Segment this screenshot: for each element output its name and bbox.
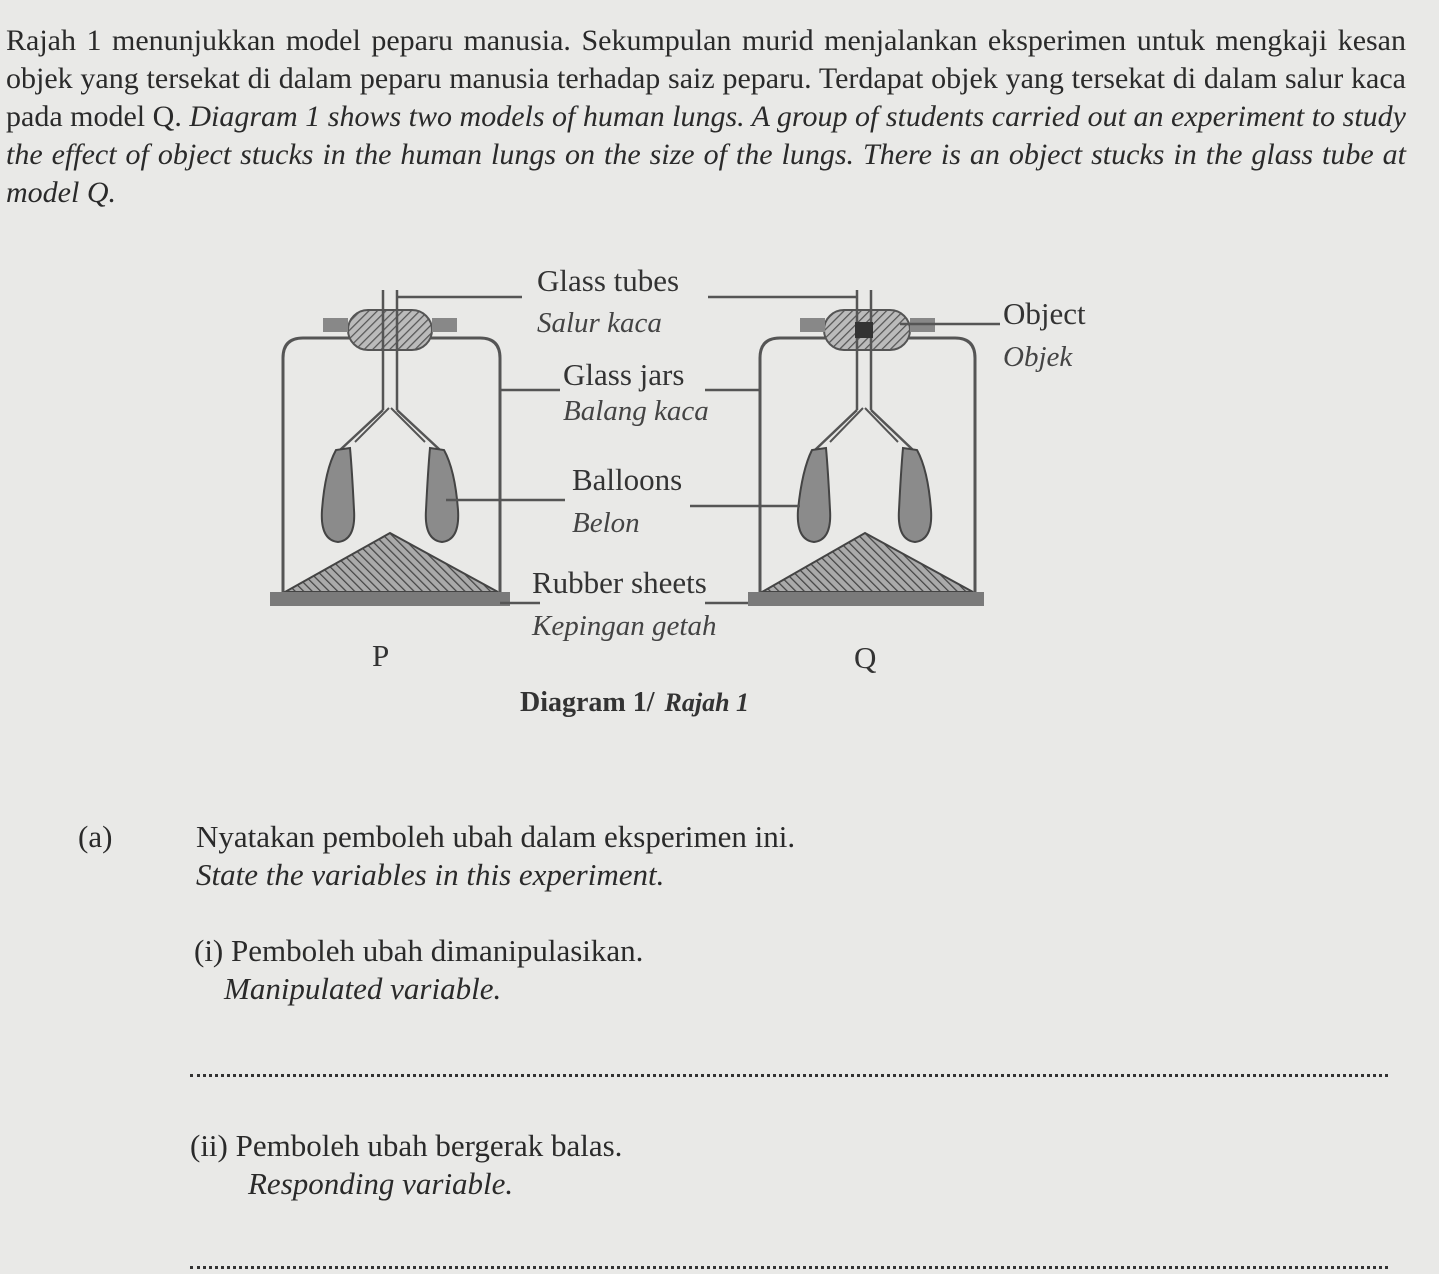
label-glass-tubes: Glass tubes — [537, 263, 680, 298]
label-glass-jars: Glass jars — [563, 357, 685, 392]
stopper-p — [348, 310, 432, 350]
intro-malay: Rajah 1 menunjukkan model peparu manusia. Sekumpulan murid menjalankan eksperimen untuk mengkaji kesan objek yang tersekat di dalam peparu manusia terhadap saiz peparu. Terdapat objek yang tersekat di dalam salur kaca pada model Q. — [6, 24, 1406, 133]
part-ii-english: Responding variable. — [248, 1166, 514, 1201]
label-kepingan-getah: Kepingan getah — [532, 610, 717, 642]
label-object: Object — [1003, 296, 1086, 331]
balloon-q-right — [899, 448, 931, 542]
part-i-text — [194, 932, 643, 1008]
model-q-label: Q — [854, 640, 877, 675]
intro-english: Diagram 1 shows two models of human lungs. A group of students carried out an experiment to study the effect of object stucks in the human lungs on the size of the lungs. There is an object stucks in the glass tube at model Q. — [6, 100, 1406, 209]
balloon-p-right — [426, 448, 458, 542]
label-balloons: Balloons — [572, 462, 683, 497]
label-rubber-sheets: Rubber sheets — [532, 565, 707, 600]
model-q — [748, 290, 984, 606]
question-a-number: (a) — [78, 819, 113, 854]
balloon-p-left — [322, 448, 354, 542]
diagram-caption — [520, 687, 749, 718]
label-objek: Objek — [1003, 341, 1073, 373]
question-a-malay: Nyatakan pemboleh ubah dalam eksperimen ini. — [196, 819, 796, 854]
question-a-text — [196, 818, 795, 894]
part-i-english: Manipulated variable. — [224, 971, 502, 1006]
caption-english: Diagram 1/ — [520, 687, 655, 718]
question-a-english: State the variables in this experiment. — [196, 857, 665, 892]
caption-malay: Rajah 1 — [664, 688, 750, 717]
label-salur-kaca: Salur kaca — [537, 307, 662, 339]
rubber-sheet-q — [762, 533, 973, 592]
answer-line-i[interactable] — [190, 1074, 1388, 1077]
part-i-malay: (i) Pemboleh ubah dimanipulasikan. — [194, 933, 644, 968]
part-ii-malay: (ii) Pemboleh ubah bergerak balas. — [190, 1128, 623, 1163]
part-ii-text — [190, 1127, 622, 1203]
object-in-tube — [855, 322, 873, 338]
balloon-q-left — [798, 448, 830, 542]
model-p-label: P — [372, 638, 390, 673]
label-belon: Belon — [572, 507, 640, 539]
label-balang-kaca: Balang kaca — [563, 395, 709, 427]
rubber-sheet-p — [285, 533, 498, 592]
answer-line-ii[interactable] — [190, 1266, 1388, 1269]
model-p — [270, 290, 510, 606]
